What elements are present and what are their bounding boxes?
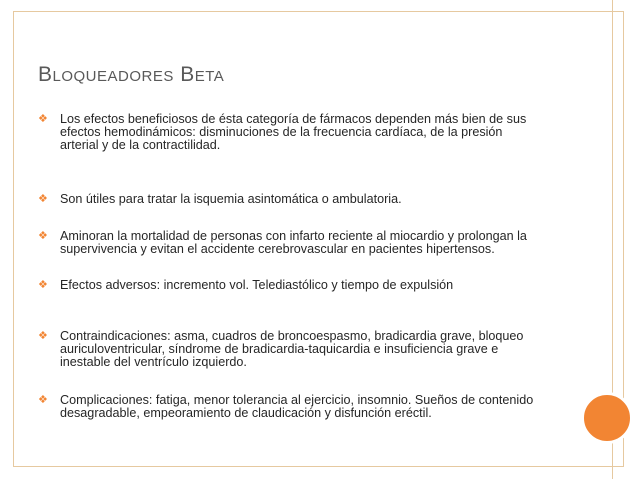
diamond-bullet-icon: ❖	[38, 112, 48, 125]
diamond-bullet-icon: ❖	[38, 192, 48, 205]
bullet-text: Complicaciones: fatiga, menor tolerancia al ejercicio, insomnio. Sueños de contenido desagradable, empeoramiento de claudicación y disfunción eréctil.	[60, 393, 534, 420]
diamond-bullet-icon: ❖	[38, 278, 48, 291]
bullet-text: Efectos adversos: incremento vol. Telediastólico y tiempo de expulsión	[60, 278, 454, 292]
bullet-text: Son útiles para tratar la isquemia asintomática o ambulatoria.	[60, 192, 402, 206]
diamond-bullet-icon: ❖	[38, 229, 48, 242]
bullet-text: Contraindicaciones: asma, cuadros de broncoespasmo, bradicardia grave, bloqueo auriculoventricular, síndrome de bradicardia-taquicardia e insuficiencia grave e inestable del ventrículo izquierdo.	[60, 329, 524, 369]
slide-title: Bloqueadores Beta	[38, 63, 225, 86]
bullet-text: Los efectos beneficiosos de ésta categoría de fármacos dependen más bien de sus efectos hemodinámicos: disminuciones de la frecuencia cardíaca, de la presión arterial y de la contractilidad.	[60, 112, 527, 152]
diamond-bullet-icon: ❖	[38, 329, 48, 342]
bullet-text: Aminoran la mortalidad de personas con infarto reciente al miocardio y prolongan la supervivencia y evitan el accidente cerebrovascular en pacientes hipertensos.	[60, 229, 527, 256]
orange-circle-decoration	[581, 392, 633, 444]
diamond-bullet-icon: ❖	[38, 393, 48, 406]
